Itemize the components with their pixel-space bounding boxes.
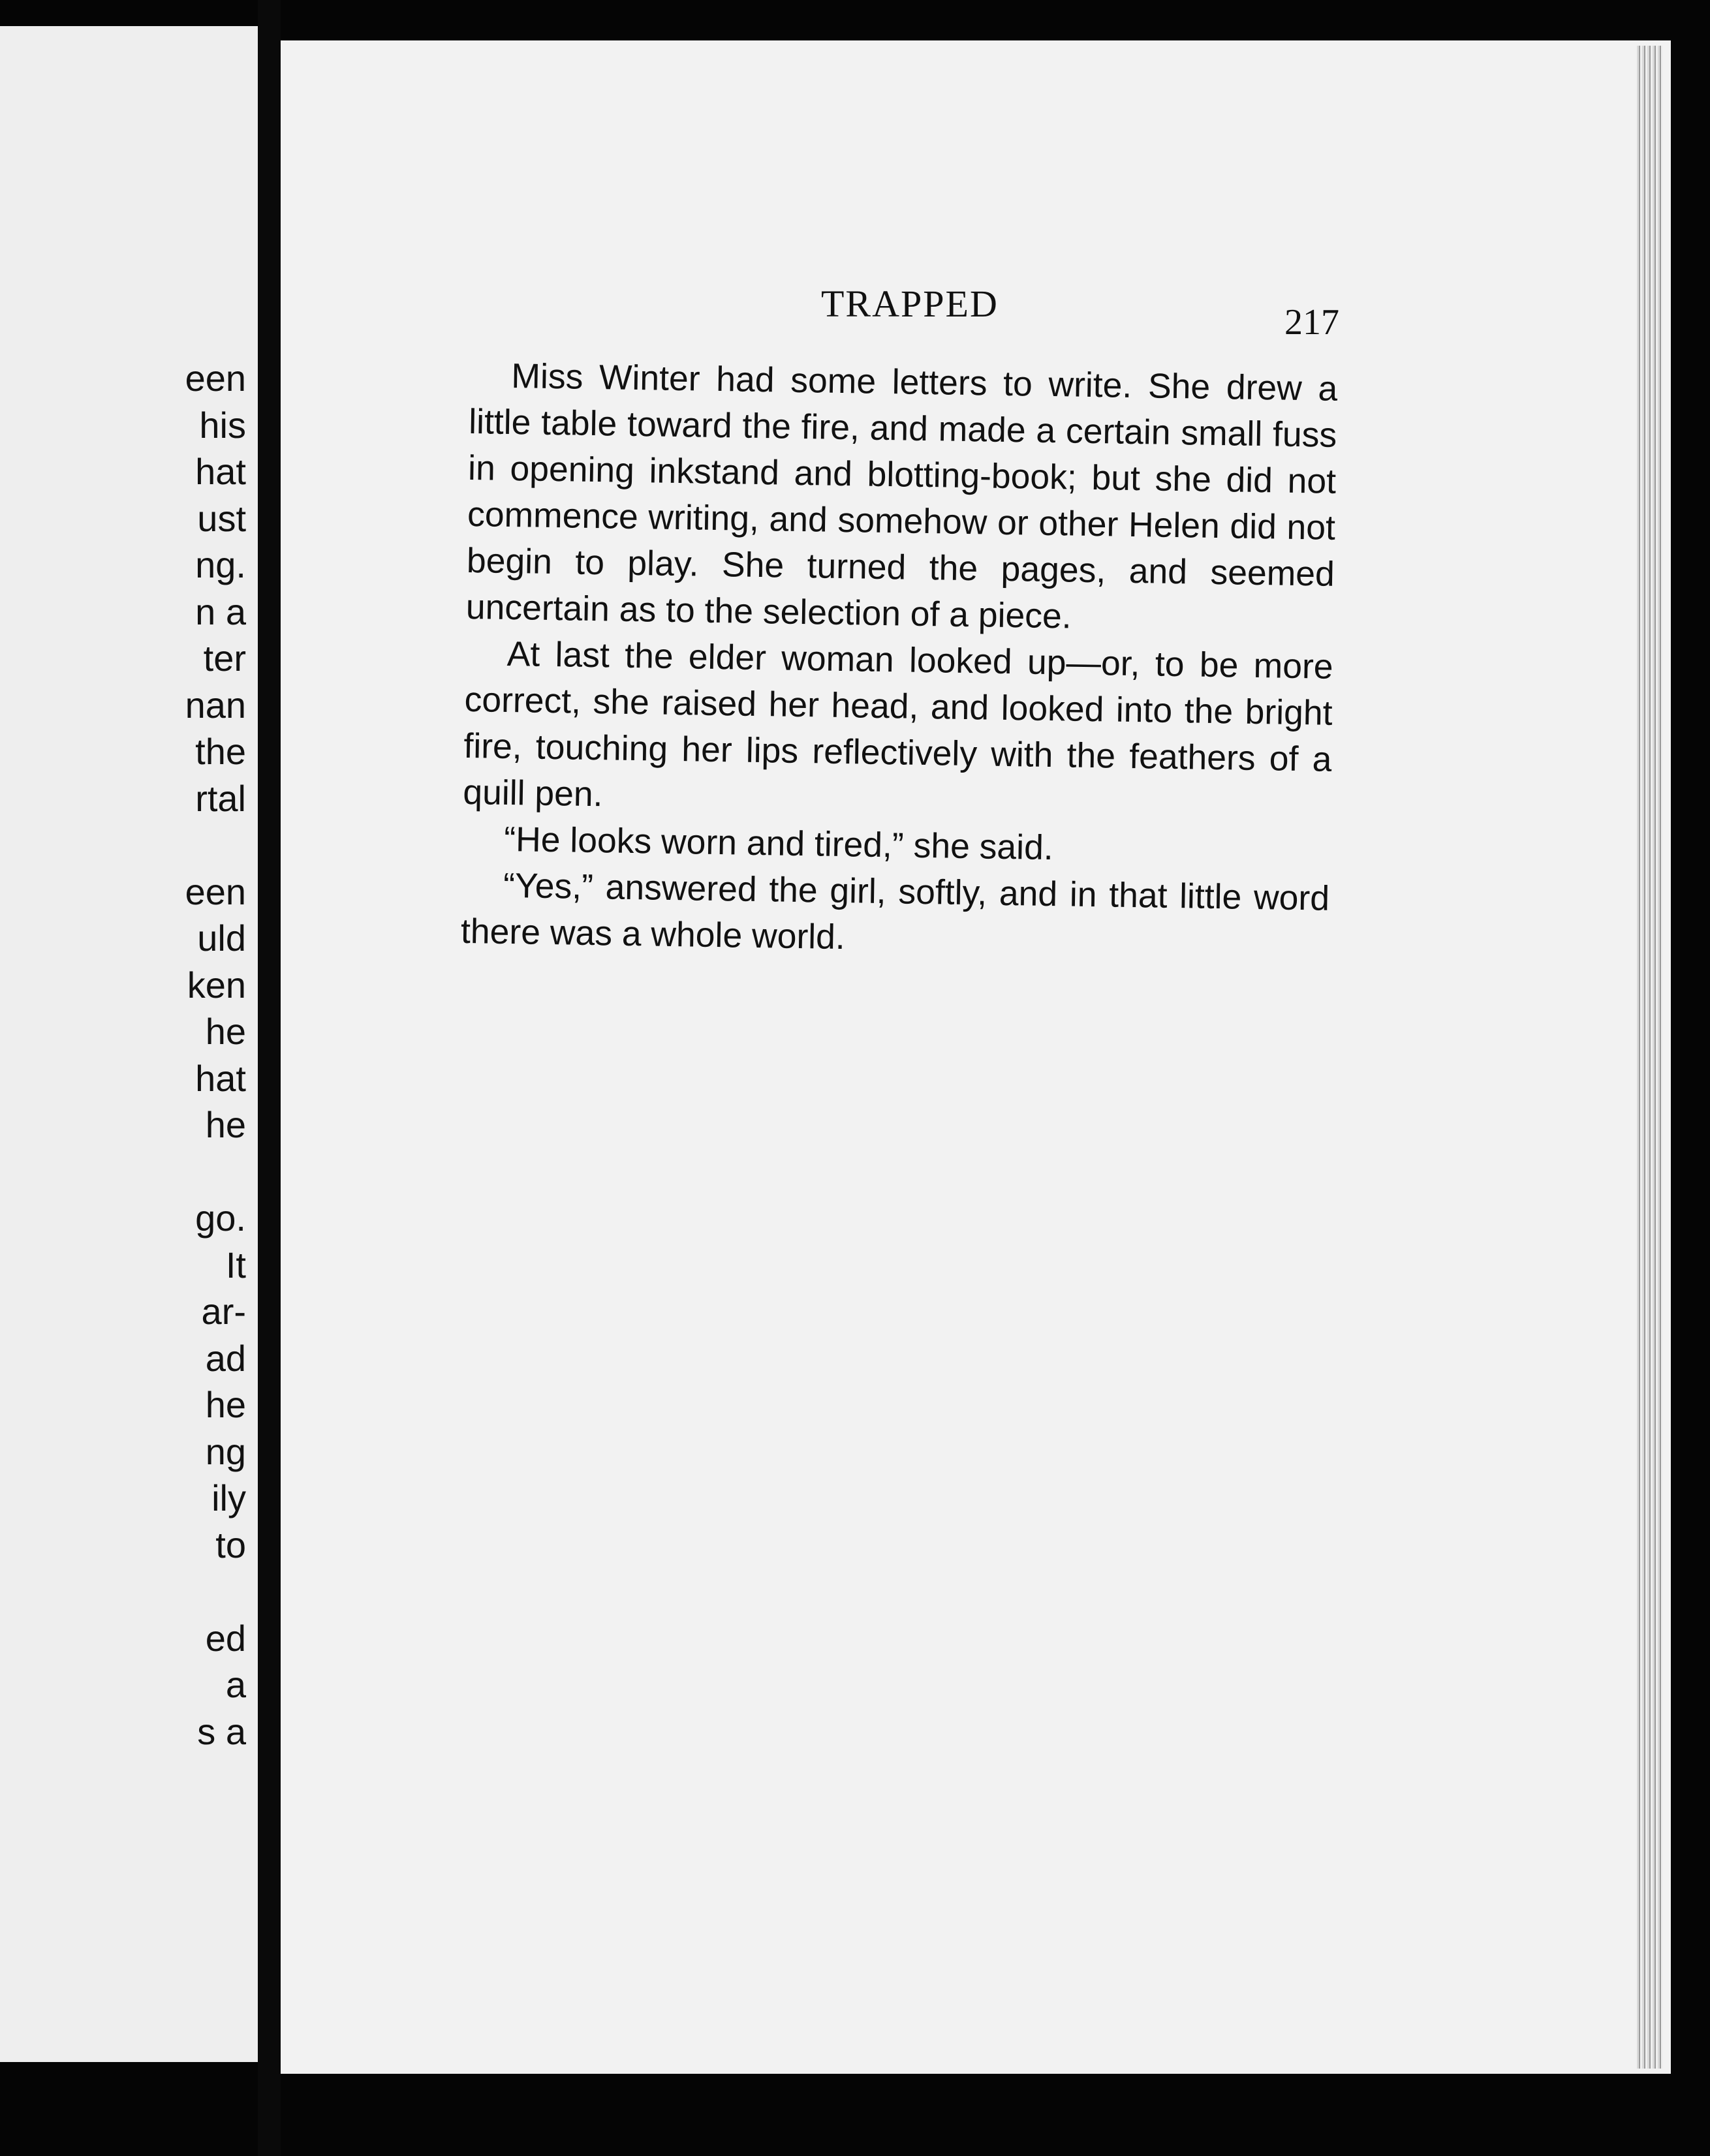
text-fragment: go. (195, 1197, 246, 1239)
page-edges (1637, 46, 1663, 2069)
text-fragment: ily (211, 1477, 246, 1518)
paragraph: “He looks worn and tired,” she said. (503, 820, 1054, 868)
text-fragment: ter (203, 638, 246, 679)
text-fragment: een (185, 358, 246, 399)
text-fragment: ng (205, 1430, 246, 1472)
text-fragment: ad (205, 1337, 246, 1379)
text-fragment: s a (197, 1710, 246, 1752)
current-page (281, 40, 1671, 2074)
text-fragment: his (199, 404, 246, 446)
text-fragment: to (215, 1524, 246, 1565)
text-fragment: he (205, 1104, 246, 1145)
text-fragment: uld (197, 917, 246, 959)
page-number: 217 (1284, 302, 1339, 343)
text-fragment: It (225, 1244, 246, 1286)
previous-page-text (185, 355, 246, 1755)
paragraph: “Yes,” answered the girl, softly, and in that little word there was a whole world. (460, 866, 1330, 957)
text-fragment: hat (195, 1057, 246, 1099)
paragraph: At last the elder woman looked up—or, to be more correct, she raised her head, and looked into the bright fire, touching her lips reflectively with the feathers of a quill pen. (462, 634, 1334, 814)
book-gutter (258, 0, 281, 2156)
text-fragment: hat (195, 451, 246, 492)
text-fragment (185, 822, 246, 869)
text-fragment: the (195, 731, 246, 772)
text-fragment: ar- (201, 1291, 246, 1332)
text-fragment: ed (205, 1617, 246, 1659)
text-fragment: he (205, 1384, 246, 1425)
previous-page (0, 26, 258, 2062)
text-fragment: rtal (195, 777, 246, 819)
text-fragment: ken (187, 964, 246, 1006)
text-fragment: nan (185, 684, 246, 726)
paragraph: Miss Winter had some letters to write. She drew a little table toward the fire, and made a certain small fuss in opening inkstand and blotting-book; but she did not commence writing, and somehow or other Helen did not begin to play. She turned the pages, and seemed uncertain as to the selection of a piece. (465, 357, 1338, 636)
page-body (461, 352, 1338, 968)
text-fragment: ng. (195, 544, 246, 585)
running-head: TRAPPED (821, 283, 999, 325)
text-fragment: ust (197, 497, 246, 539)
text-fragment: a (225, 1664, 246, 1705)
text-fragment (185, 1568, 246, 1615)
text-fragment: een (185, 870, 246, 912)
text-fragment: n a (195, 591, 246, 632)
text-fragment (185, 1148, 246, 1195)
text-fragment: he (205, 1011, 246, 1052)
